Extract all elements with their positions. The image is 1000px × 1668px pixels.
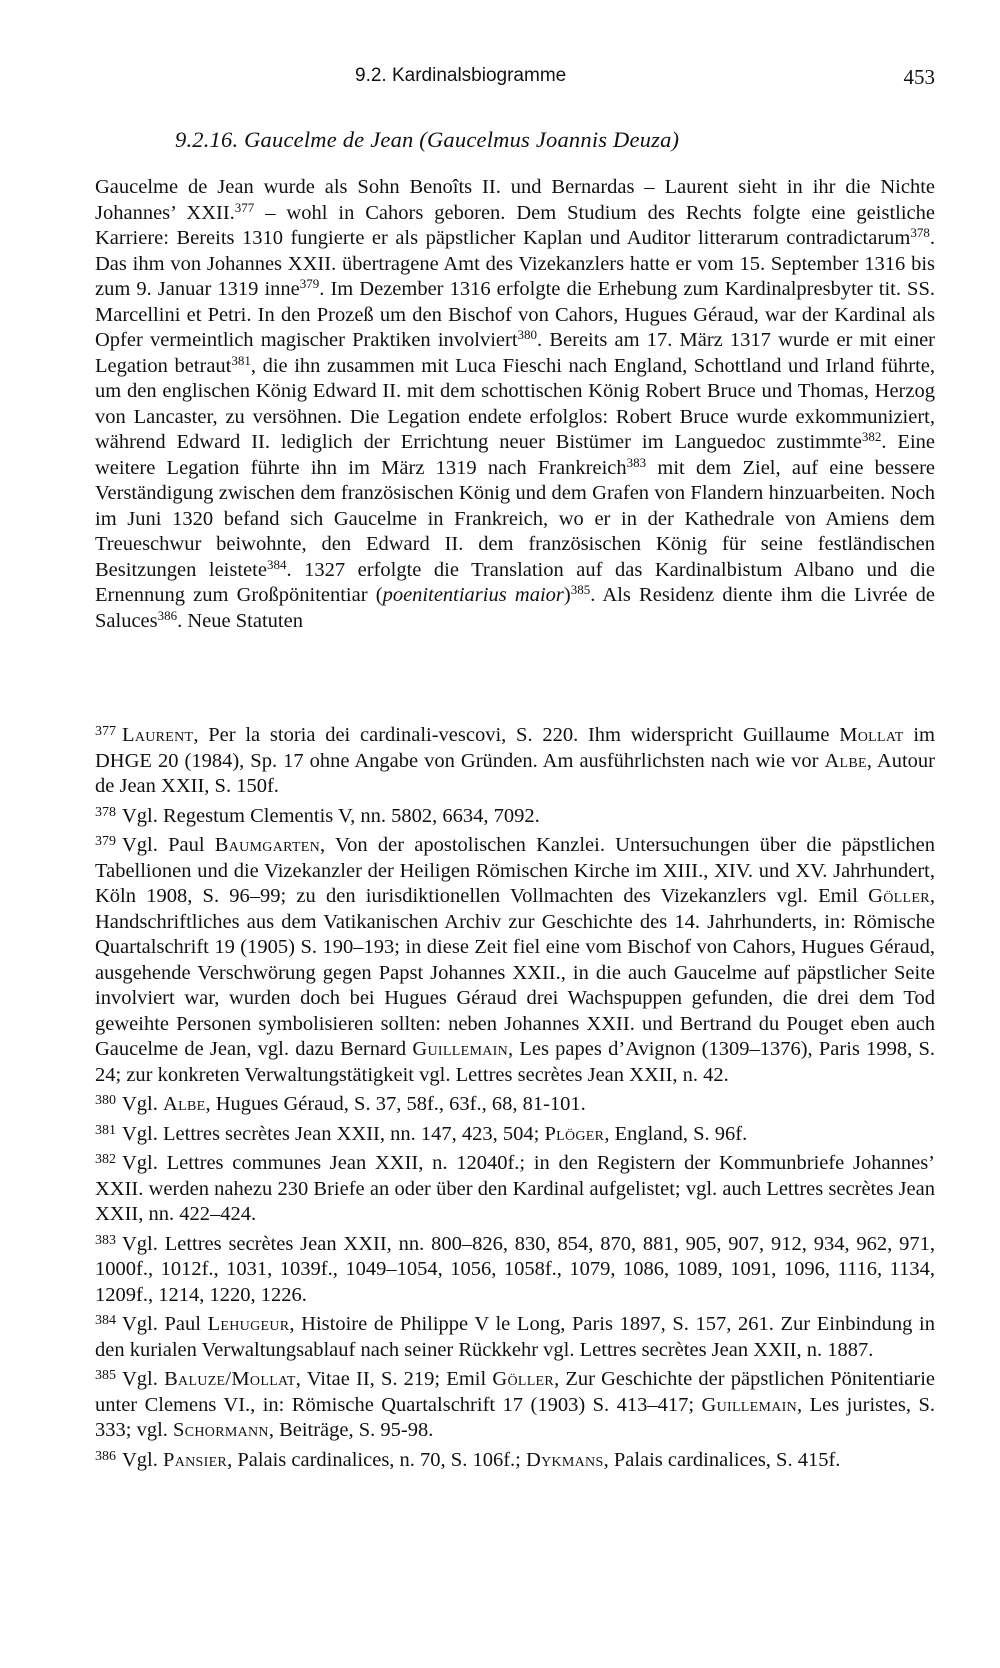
footnote-number: 386 (95, 1448, 116, 1464)
footnote-number: 380 (95, 1093, 116, 1108)
chapter-heading: 9.2.16. Gaucelme de Jean (Gaucelmus Joannis Deuza) (175, 127, 680, 152)
text: , England, S. 96f. (604, 1122, 748, 1145)
footnote-ref[interactable]: 379 (299, 276, 320, 291)
author-name: Schormann (173, 1419, 269, 1441)
footnote-385 (95, 1363, 935, 1444)
text: , Les papes d’Avignon (1309–1376), Paris 1998, S. 24; zur konkreten Verwaltungstätigkeit vgl. Lettres secrètes Jean XXII, n. 42. (95, 1038, 935, 1086)
author-name: Pansier (163, 1448, 228, 1471)
text: Vgl. Paul (122, 834, 215, 856)
text: Vgl. Paul (122, 1313, 208, 1335)
text: , Les juristes, S. 333; vgl. (95, 1393, 935, 1441)
author-name: Albe (824, 749, 867, 772)
footnote-number: 378 (95, 804, 116, 820)
text: Vgl. (122, 1093, 163, 1115)
footnote-382 (95, 1147, 935, 1228)
text: . Im Dezember 1316 erfolgte die Erhebung zum Kardinalpresbyter tit. SS. Marcellini et Petri. In den Prozeß um den Bischof von Cahors, Hugues Géraud, war der Kardinal als Opfer vermeintlich magischer Praktiken involviert (95, 278, 935, 351)
text: , Histoire de Philippe V le Long, Paris 1897, S. 157, 261. Zur Einbindung in den kurialen Verwaltungsablauf nach seiner Rückkehr vgl. Lettres secrètes Jean XXII, n. 1887. (95, 1313, 935, 1361)
footnotes (95, 719, 935, 1473)
section-title: 9.2. Kardinalsbiogramme (355, 65, 567, 86)
text: – wohl in Cahors geboren. Dem Studium des Rechts folgte eine geistliche Karriere: Bereits 1310 fungierte er als päpstlicher Kaplan und Auditor litterarum contradictarum (95, 201, 935, 249)
text: Vgl. (122, 1368, 165, 1390)
footnote-383 (95, 1228, 935, 1309)
footnote-ref[interactable]: 382 (861, 429, 882, 444)
text: , Autour de Jean XXII, S. 150f. (95, 749, 935, 797)
body-text (95, 175, 935, 634)
footnote-380 (95, 1088, 935, 1118)
text: . Als Residenz diente ihm die Livrée de Saluces (95, 584, 935, 632)
text: , Palais cardinalices, n. 70, S. 106f.; (227, 1448, 526, 1471)
footnote-377 (95, 719, 935, 800)
text: . Neue Statuten (177, 609, 303, 632)
footnote-number: 377 (95, 724, 116, 739)
author-name: Plöger (544, 1122, 605, 1145)
footnote-ref[interactable]: 386 (157, 607, 178, 623)
author-name: Göller (868, 885, 930, 907)
author-name: Guillemain (412, 1038, 508, 1060)
author-name: Baluze/Mollat (164, 1368, 296, 1390)
footnote-number: 379 (95, 834, 116, 849)
body-paragraph (95, 175, 935, 634)
author-name: Dykmans (525, 1448, 604, 1471)
page (95, 55, 935, 1473)
footnote-379 (95, 829, 935, 1088)
footnote-ref[interactable]: 381 (231, 352, 251, 368)
text: , die ihn zusammen mit Luca Fieschi nach England, Schottland und Irland führte, um den englischen König Edward II. mit dem schottischen König Robert Bruce und Thomas, Herzog von Lancaster, zu versöhnen. Die Legation endete erfolglos: Robert Bruce wurde exkommuniziert, während Edward II. lediglich der Errichtung neuer Bistümer im Languedoc zustimmte (95, 354, 935, 453)
text: Gaucelme de Jean wurde als Sohn Benoîts II. und Bernardas – Laurent sieht in ihr die Nichte Johannes’ XXII. (95, 176, 935, 224)
author-name: Laurent (122, 724, 194, 746)
text: , Palais cardinalices, S. 415f. (603, 1448, 841, 1471)
italic-term: poenitentiarius maior (382, 584, 564, 606)
page-number: 453 (903, 65, 935, 89)
author-name: Guillemain (701, 1393, 798, 1416)
text: Vgl. Lettres communes Jean XXII, n. 12040f.; in den Registern der Kommunbriefe Johannes’ XXII. werden nahezu 230 Briefe an oder über den Kardinal aufgelistet; vgl. auch Lettres secrètes Jean XXII, nn. 422–424. (95, 1152, 935, 1225)
footnote-378 (95, 800, 935, 830)
text: Vgl. Lettres secrètes Jean XXII, nn. 147, 423, 504; (122, 1122, 545, 1145)
footnote-ref[interactable]: 383 (626, 454, 647, 470)
text: . Bereits am 17. März 1317 wurde er mit einer Legation betraut (95, 329, 935, 377)
footnote-386 (95, 1444, 935, 1474)
text: im DHGE 20 (1984), Sp. 17 ohne Angabe von Gründen. Am ausführlichsten nach wie vor (95, 724, 935, 772)
footnote-ref[interactable]: 380 (517, 327, 538, 342)
footnote-ref[interactable]: 384 (266, 556, 287, 572)
author-name: Albe (163, 1093, 206, 1115)
text: , Handschriftliches aus dem Vatikanischen Archiv zur Geschichte des 14. Jahrhunderts, in: Römische Quartalschrift 19 (1905) S. 190–193; in diese Zeit fiel eine vom Bischof von Cahors, Hugues Géraud, ausgehende Verschwörung gegen Papst Johannes XXII., in die auch Gaucelme auf päpstlicher Seite involviert war, wurden doch bei Hugues Géraud drei Wachspuppen gefunden, die drei dem Tod geweihte Personen symbolisieren sollten: neben Johannes XXII. und Bertrand du Pouget eben auch Gaucelme de Jean, vgl. dazu Bernard (95, 885, 935, 1060)
footnote-number: 381 (95, 1122, 116, 1138)
running-head (95, 55, 935, 89)
author-name: Göller (492, 1368, 555, 1390)
text: ) (563, 584, 571, 606)
footnote-381 (95, 1118, 935, 1148)
footnote-ref[interactable]: 377 (234, 199, 255, 215)
footnote-number: 385 (95, 1368, 116, 1383)
text: Vgl. Lettres secrètes Jean XXII, nn. 800–826, 830, 854, 870, 881, 905, 907, 912, 934, 962, 971, 1000f., 1012f., 1031, 1039f., 1049–1054, 1056, 1058f., 1079, 1086, 1089, 1091, 1096, 1116, 1134, 1209f., 1214, 1220, 1226. (95, 1232, 935, 1306)
text: , Vitae II, S. 219; Emil (295, 1368, 493, 1390)
footnote-384 (95, 1308, 935, 1363)
text: , Beiträge, S. 95-98. (268, 1419, 434, 1441)
text: . Das ihm von Johannes XXII. übertragene Amt des Vizekanzlers hatte er vom 15. September 1316 bis zum 9. Januar 1319 inne (95, 227, 935, 300)
footnote-number: 383 (95, 1232, 116, 1248)
author-name: Baumgarten (214, 834, 321, 856)
footnote-ref[interactable]: 385 (570, 582, 591, 597)
text: , Hugues Géraud, S. 37, 58f., 63f., 68, 81-101. (205, 1093, 586, 1115)
text: , Zur Geschichte der päpstlichen Pönitentiarie unter Clemens VI., in: Römische Quartalschrift 17 (1903) S. 413–417; (95, 1368, 936, 1416)
author-name: Lehugeur (207, 1313, 290, 1335)
text: Vgl. Regestum Clementis V, nn. 5802, 6634, 7092. (122, 804, 540, 827)
text: . 1327 erfolgte die Translation auf das Kardinalbistum Albano und die Ernennung zum Großpönitentiar ( (95, 558, 935, 606)
footnote-ref[interactable]: 378 (910, 225, 930, 240)
text: Vgl. (122, 1448, 163, 1471)
text: , Von der apostolischen Kanzlei. Untersuchungen über die päpstlichen Tabellionen und die Vizekanzler der Heiligen Römischen Kirche im XIII., XIV. und XV. Jahrhundert, Köln 1908, S. 96–99; zu den iurisdiktionellen Vollmachten des Vizekanzlers vgl. Emil (95, 834, 936, 907)
footnote-number: 384 (95, 1313, 116, 1328)
text: mit dem Ziel, auf eine bessere Verständigung zwischen dem französischen König und dem Grafen von Flandern hinzuarbeiten. Noch im Juni 1320 befand sich Gaucelme in Frankreich, wo er in der Kathedrale von Amiens dem Treueschwur beiwohnte, den Edward II. dem französischen König für seine festländischen Besitzungen leistete (95, 456, 935, 581)
author-name: Mollat (839, 724, 904, 746)
text: . Eine weitere Legation führte ihn im März 1319 nach Frankreich (95, 431, 935, 479)
footnote-number: 382 (95, 1152, 116, 1167)
text: , Per la storia dei cardinali-vescovi, S. 220. Ihm widerspricht Guillaume (193, 724, 840, 746)
